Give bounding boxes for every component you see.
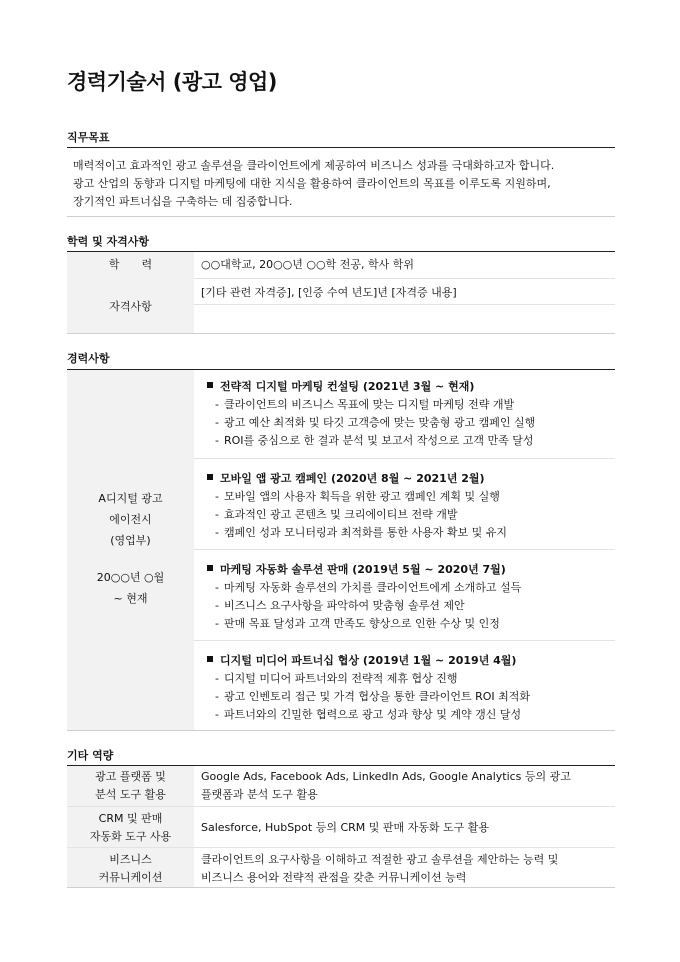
section-heading-career: 경력사항 (67, 352, 110, 365)
row-divider (194, 278, 615, 279)
square-bullet-icon (207, 474, 213, 480)
project-title: 모바일 앱 광고 캠페인 (2020년 8월 ~ 2021년 2월) (207, 470, 485, 486)
section-heading-objective: 직무목표 (67, 131, 110, 144)
project-item: - 광고 예산 최적화 및 타깃 고객층에 맞는 맞춤형 광고 캠페인 실행 (215, 416, 536, 429)
project-item: - 디지털 미디어 파트너와의 전략적 제휴 협상 진행 (215, 672, 458, 685)
career-label-column (67, 370, 194, 730)
objective-text (73, 157, 613, 211)
section-end-rule (67, 333, 615, 334)
company-department: (영업부) (110, 534, 151, 547)
project-item: - 비즈니스 요구사항을 파악하여 맞춤형 솔루션 제안 (215, 599, 465, 612)
project-item: - ROI를 중심으로 한 결과 분석 및 보고서 작성으로 고객 만족 달성 (215, 434, 534, 447)
square-bullet-icon (207, 382, 213, 388)
section-heading-skills: 기타 역량 (67, 749, 114, 762)
skill-label-line: 비즈니스 (109, 853, 152, 866)
company-name-line: A디지털 광고 (98, 492, 163, 505)
objective-line: 광고 산업의 동향과 디지털 마케팅에 대한 지식을 활용하여 클라이언트의 목표를 이루도록 지원하며, (73, 177, 551, 190)
skill-value-line: Salesforce, HubSpot 등의 CRM 및 판매 자동화 도구 활용 (201, 821, 490, 834)
project-item: - 효과적인 광고 콘텐츠 및 크리에이티브 전략 개발 (215, 508, 458, 521)
row-divider (67, 806, 615, 807)
project-item: - 파트너와의 긴밀한 협력으로 광고 성과 향상 및 계약 갱신 달성 (215, 708, 522, 721)
project-item: - 클라이언트의 비즈니스 목표에 맞는 디지털 마케팅 전략 개발 (215, 398, 515, 411)
skill-label-line: 광고 플랫폼 및 (95, 770, 166, 783)
skill-label-line: 자동화 도구 사용 (89, 830, 172, 843)
skill-label-line: 분석 도구 활용 (95, 788, 166, 801)
project-divider (194, 640, 615, 641)
education-label-certificate: 자격사항 (109, 300, 152, 313)
square-bullet-icon (207, 656, 213, 662)
company-name-line: 에이전시 (109, 513, 152, 526)
section-heading-education: 학력 및 자격사항 (67, 235, 150, 248)
objective-line: 장기적인 파트너십을 구축하는 데 집중합니다. (73, 195, 293, 208)
section-end-rule (67, 887, 615, 888)
skill-value-line: 클라이언트의 요구사항을 이해하고 적절한 광고 솔루션을 제안하는 능력 및 (201, 853, 559, 866)
skill-value-line: 비즈니스 용어와 전략적 관점을 갖춘 커뮤니케이션 능력 (201, 871, 467, 884)
row-divider (67, 847, 615, 848)
section-end-rule (67, 216, 615, 217)
objective-line: 매력적이고 효과적인 광고 솔루션을 클라이언트에게 제공하여 비즈니스 성과를 극대화하고자 합니다. (73, 159, 555, 172)
skill-value-line: Google Ads, Facebook Ads, LinkedIn Ads, Google Analytics 등의 광고 (201, 770, 571, 783)
education-label-degree: 학 력 (108, 258, 153, 271)
project-title: 전략적 디지털 마케팅 컨설팅 (2021년 3월 ~ 현재) (207, 378, 474, 394)
skill-label-line: CRM 및 판매 (98, 812, 163, 825)
section-rule (67, 147, 615, 148)
project-item: - 판매 목표 달성과 고객 만족도 향상으로 인한 수상 및 인정 (215, 617, 500, 630)
project-item: - 모바일 앱의 사용자 획득을 위한 광고 캠페인 계획 및 실행 (215, 490, 500, 503)
employment-period-line: 20○○년 ○월 (96, 571, 165, 584)
square-bullet-icon (207, 565, 213, 571)
education-value-certificate: [기타 관련 자격증], [인증 수여 년도]년 [자격증 내용] (201, 286, 457, 299)
skill-label-line: 커뮤니케이션 (98, 871, 163, 884)
project-item: - 캠페인 성과 모니터링과 최적화를 통한 사용자 확보 및 유지 (215, 526, 507, 539)
document-title: 경력기술서 (광고 영업) (67, 70, 277, 94)
project-item: - 광고 인벤토리 접근 및 가격 협상을 통한 클라이언트 ROI 최적화 (215, 690, 531, 703)
project-title: 디지털 미디어 파트너십 협상 (2019년 1월 ~ 2019년 4월) (207, 652, 516, 668)
employment-period-line: ~ 현재 (113, 592, 148, 605)
education-value-degree: ○○대학교, 20○○년 ○○학 전공, 학사 학위 (201, 258, 414, 271)
project-divider (194, 549, 615, 550)
project-divider (194, 458, 615, 459)
skill-value-line: 플랫폼과 분석 도구 활용 (201, 788, 318, 801)
row-divider (194, 304, 615, 305)
project-item: - 마케팅 자동화 솔루션의 가치를 클라이언트에게 소개하고 설득 (215, 581, 522, 594)
project-title: 마케팅 자동화 솔루션 판매 (2019년 5월 ~ 2020년 7월) (207, 561, 506, 577)
section-end-rule (67, 730, 615, 731)
